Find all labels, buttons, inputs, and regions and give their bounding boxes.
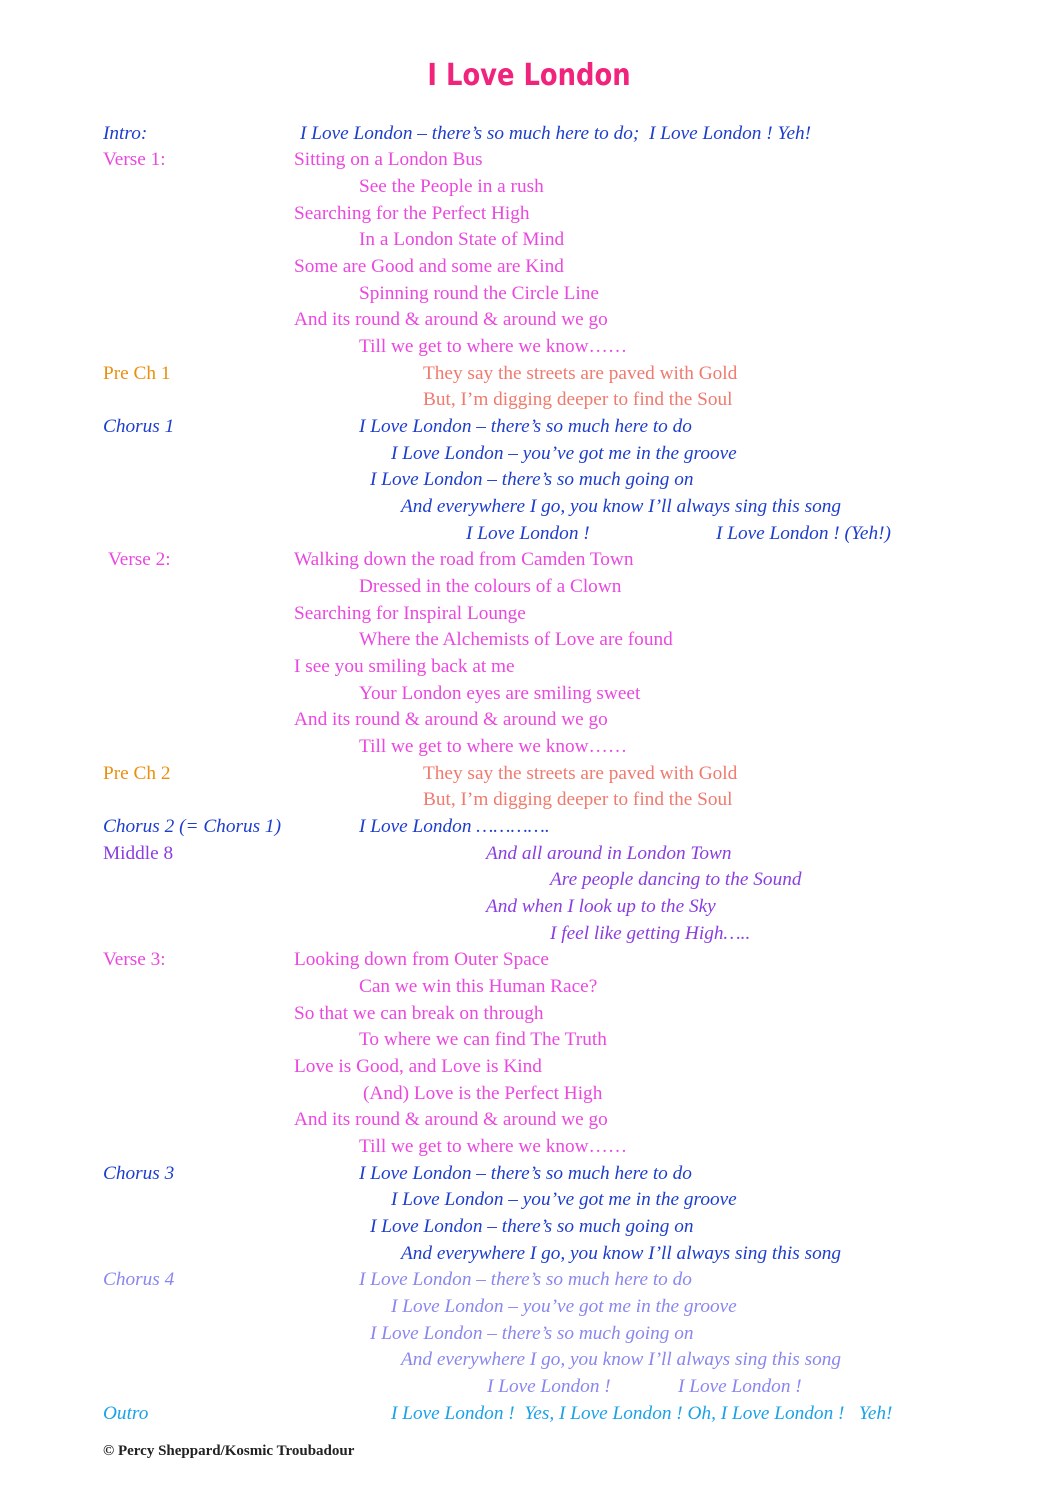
lyric-line: Till we get to where we know……: [359, 336, 628, 357]
verse1-label: Verse 1:: [103, 149, 166, 170]
lyric-line: Dressed in the colours of a Clown: [359, 576, 622, 597]
lyric-line: I Love London – there’s so much going on: [370, 469, 694, 490]
verse1-row: [0, 281, 1058, 307]
middle8-row: [0, 841, 1058, 867]
chorus4-row: [0, 1321, 1058, 1347]
verse3-row: [0, 1134, 1058, 1160]
lyric-line: I see you smiling back at me: [294, 656, 515, 677]
verse1-row: [0, 174, 1058, 200]
lyric-line: I Love London ! Yes, I Love London ! Oh, I Love London ! Yeh!: [391, 1403, 893, 1424]
prech1-label: Pre Ch 1: [103, 363, 171, 384]
chorus4-row: [0, 1347, 1058, 1373]
lyric-line: And its round & around & around we go: [294, 309, 608, 330]
verse3-row: [0, 1107, 1058, 1133]
verse2-label: Verse 2:: [108, 549, 171, 570]
lyric-line: Your London eyes are smiling sweet: [359, 683, 641, 704]
lyric-line: Spinning round the Circle Line: [359, 283, 599, 304]
verse1-row: [0, 147, 1058, 173]
chorus1-row: [0, 441, 1058, 467]
lyric-line: (And) Love is the Perfect High: [363, 1083, 603, 1104]
verse2-row: [0, 734, 1058, 760]
chorus3-label: Chorus 3: [103, 1163, 175, 1184]
lyric-line: I Love London – there’s so much going on: [370, 1216, 694, 1237]
verse3-row: [0, 947, 1058, 973]
chorus2-row: [0, 814, 1058, 840]
chorus4-row: [0, 1374, 1058, 1400]
middle8-row: [0, 867, 1058, 893]
lyric-line: Love is Good, and Love is Kind: [294, 1056, 542, 1077]
intro-label: Intro:: [103, 123, 148, 144]
outro-row: [0, 1401, 1058, 1427]
chorus1-row: [0, 521, 1058, 547]
lyric-line: And its round & around & around we go: [294, 1109, 608, 1130]
lyric-line: Sitting on a London Bus: [294, 149, 483, 170]
lyric-line: Looking down from Outer Space: [294, 949, 549, 970]
verse1-row: [0, 201, 1058, 227]
chorus1-label: Chorus 1: [103, 416, 175, 437]
chorus4-label: Chorus 4: [103, 1269, 175, 1290]
verse3-row: [0, 1001, 1058, 1027]
lyric-line: Where the Alchemists of Love are found: [359, 629, 673, 650]
lyric-line: But, I’m digging deeper to find the Soul: [423, 389, 733, 410]
verse2-row: [0, 707, 1058, 733]
chorus4-row: [0, 1294, 1058, 1320]
chorus1-row: [0, 414, 1058, 440]
verse3-row: [0, 974, 1058, 1000]
middle8-row: [0, 921, 1058, 947]
chorus2-label: Chorus 2 (= Chorus 1): [103, 816, 281, 837]
lyric-line: But, I’m digging deeper to find the Soul: [423, 789, 733, 810]
lyric-line: And everywhere I go, you know I’ll always sing this song: [401, 1349, 842, 1370]
middle8-row: [0, 894, 1058, 920]
verse1-row: [0, 334, 1058, 360]
lyric-line: They say the streets are paved with Gold: [423, 763, 738, 784]
lyric-line: I Love London – there’s so much here to do: [359, 416, 692, 437]
lyric-line: I Love London – you’ve got me in the groove: [391, 1296, 737, 1317]
verse1-row: [0, 254, 1058, 280]
prech1-row: [0, 361, 1058, 387]
song-title: I Love London: [427, 58, 631, 93]
lyric-line: They say the streets are paved with Gold: [423, 363, 738, 384]
chorus3-row: [0, 1214, 1058, 1240]
lyric-line: Till we get to where we know……: [359, 1136, 628, 1157]
verse3-row: [0, 1054, 1058, 1080]
prech2-row: [0, 787, 1058, 813]
lyric-line: Some are Good and some are Kind: [294, 256, 564, 277]
verse1-row: [0, 307, 1058, 333]
lyric-line: Walking down the road from Camden Town: [294, 549, 634, 570]
lyric-line: I Love London ! (Yeh!): [716, 523, 891, 544]
intro-line: I Love London – there’s so much here to do; I Love London ! Yeh!: [300, 123, 812, 144]
intro-row: [0, 121, 1058, 147]
lyric-line: And everywhere I go, you know I’ll always sing this song: [401, 496, 842, 517]
middle8-label: Middle 8: [103, 843, 174, 864]
lyric-line: I feel like getting High…..: [550, 923, 751, 944]
prech2-label: Pre Ch 2: [103, 763, 171, 784]
verse2-row: [0, 547, 1058, 573]
lyric-line: I Love London – you’ve got me in the groove: [391, 1189, 737, 1210]
chorus3-row: [0, 1187, 1058, 1213]
lyric-line: And everywhere I go, you know I’ll always sing this song: [401, 1243, 842, 1264]
lyric-line: I Love London – you’ve got me in the groove: [391, 443, 737, 464]
verse2-row: [0, 627, 1058, 653]
lyric-line: I Love London ………….: [359, 816, 550, 837]
chorus1-row: [0, 467, 1058, 493]
chorus3-row: [0, 1161, 1058, 1187]
verse1-row: [0, 227, 1058, 253]
chorus1-row: [0, 494, 1058, 520]
lyric-line: Can we win this Human Race?: [359, 976, 598, 997]
chorus3-row: [0, 1241, 1058, 1267]
lyric-line: Are people dancing to the Sound: [550, 869, 802, 890]
lyric-line: And its round & around & around we go: [294, 709, 608, 730]
lyric-line: Till we get to where we know……: [359, 736, 628, 757]
prech2-row: [0, 761, 1058, 787]
lyric-line: In a London State of Mind: [359, 229, 565, 250]
lyric-line: See the People in a rush: [359, 176, 544, 197]
verse3-row: [0, 1081, 1058, 1107]
lyric-line: I Love London !: [466, 523, 590, 544]
lyric-line: I Love London !: [678, 1376, 802, 1397]
verse2-row: [0, 654, 1058, 680]
lyric-line: And when I look up to the Sky: [486, 896, 716, 917]
lyric-line: I Love London – there’s so much here to do: [359, 1269, 692, 1290]
lyric-line: Searching for Inspiral Lounge: [294, 603, 526, 624]
verse3-row: [0, 1027, 1058, 1053]
lyric-line: Searching for the Perfect High: [294, 203, 530, 224]
prech1-row: [0, 387, 1058, 413]
lyric-line: I Love London – there’s so much going on: [370, 1323, 694, 1344]
chorus4-row: [0, 1267, 1058, 1293]
verse2-row: [0, 601, 1058, 627]
verse2-row: [0, 574, 1058, 600]
verse2-row: [0, 681, 1058, 707]
copyright-footer: © Percy Sheppard/Kosmic Troubadour: [103, 1443, 355, 1459]
outro-label: Outro: [103, 1403, 149, 1424]
lyric-line: I Love London !: [487, 1376, 611, 1397]
lyric-line: To where we can find The Truth: [359, 1029, 607, 1050]
lyric-line: I Love London – there’s so much here to do: [359, 1163, 692, 1184]
lyric-line: So that we can break on through: [294, 1003, 544, 1024]
lyric-line: And all around in London Town: [486, 843, 732, 864]
verse3-label: Verse 3:: [103, 949, 166, 970]
